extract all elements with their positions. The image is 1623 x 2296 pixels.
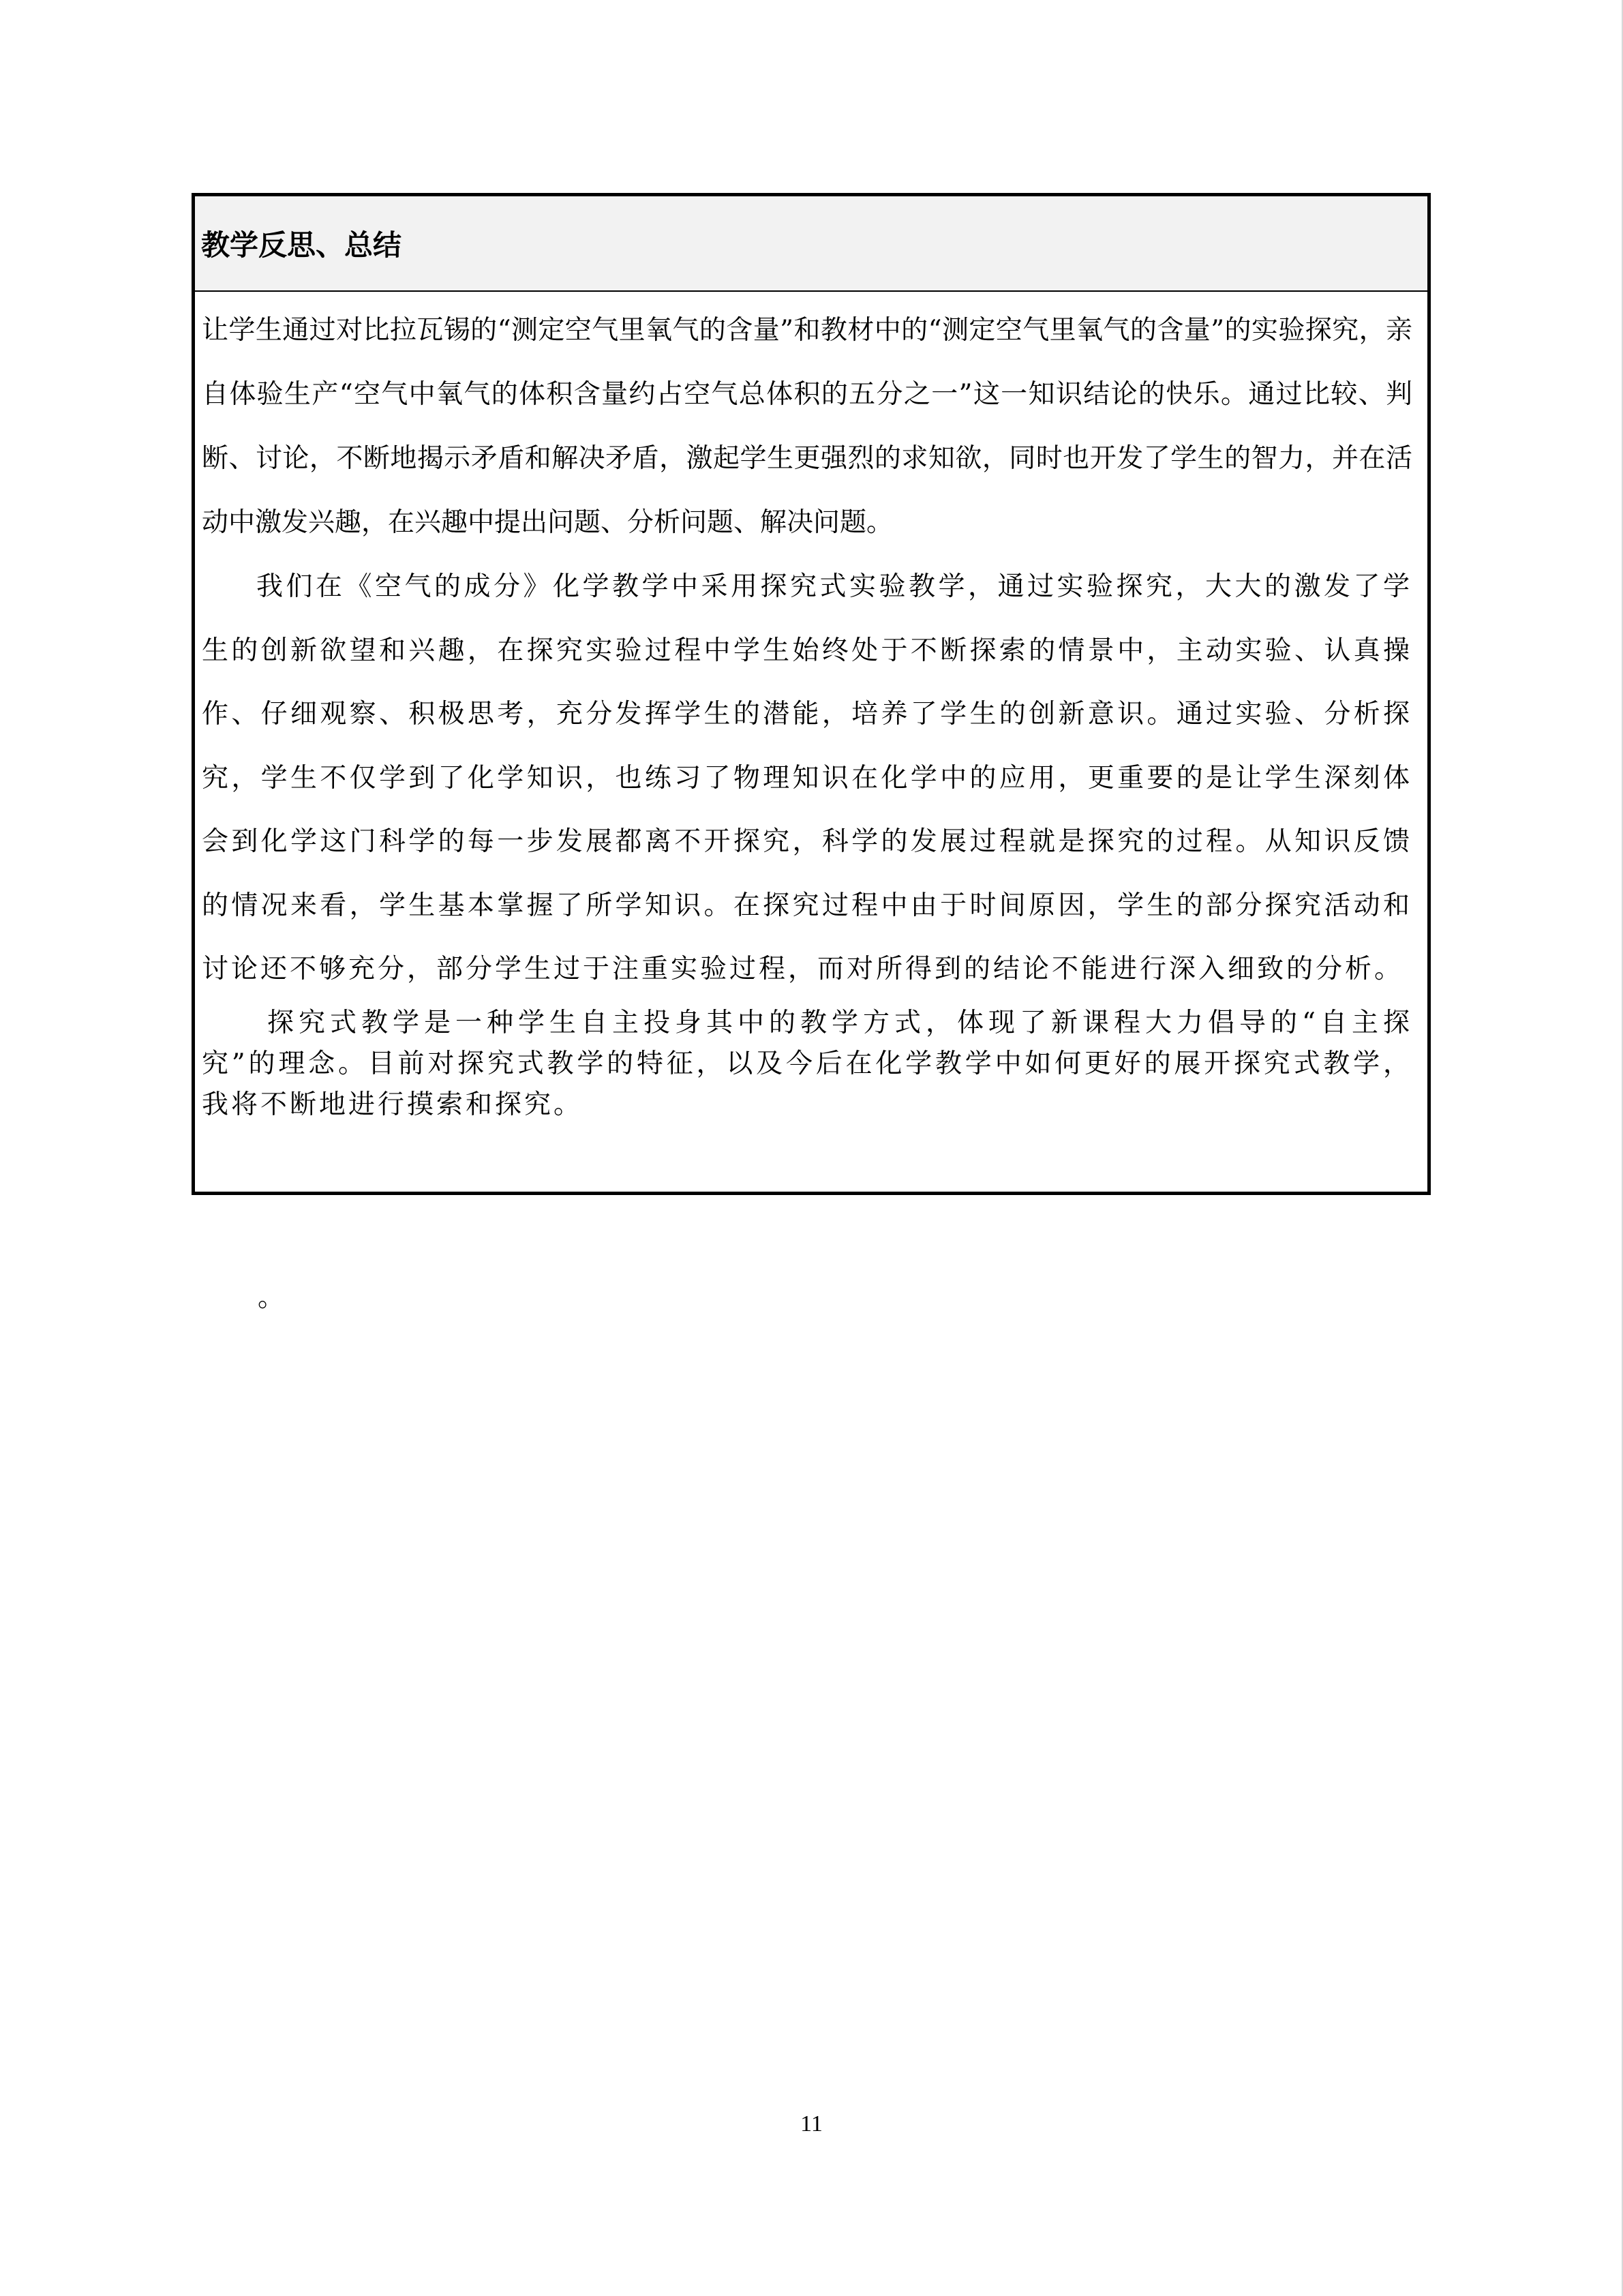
page-number: 11	[800, 2111, 823, 2136]
reflection-table	[192, 193, 1431, 1195]
paragraph: 我们在《空气的成分》化学教学中采用探究式实验教学，通过实验探究，大大的激发了学生的创新欲望和兴趣，在探究实验过程中学生始终处于不断探索的情景中，主动实验、认真操作、仔细观察、积极思考，充分发挥学生的潜能，培养了学生的创新意识。通过实验、分析探究，学生不仅学到了化学知识，也练习了物理知识在化学中的应用，更重要的是让学生深刻体会到化学这门科学的每一步发展都离不开探究，科学的发展过程就是探究的过程。从知识反馈的情况来看，学生基本掌握了所学知识。在探究过程中由于时间原因，学生的部分探究活动和讨论还不够充分，部分学生过于注重实验过程，而对所得到的结论不能进行深入细致的分析。	[202, 571, 1412, 984]
paragraph: 探究式教学是一种学生自主投身其中的教学方式，体现了新课程大力倡导的“自主探究”的理念。目前对探究式教学的特征，以及今后在化学教学中如何更好的展开探究式教学，我将不断地进行摸索和探究。	[202, 1007, 1412, 1120]
table-body	[195, 292, 1427, 1126]
paragraph: 让学生通过对比拉瓦锡的“测定空气里氧气的含量”和教材中的“测定空气里氧气的含量”的实验探究，亲自体验生产“空气中氧气的体积含量约占空气总体积的五分之一”这一知识结论的快乐。通过比较、判断、讨论，不断地揭示矛盾和解决矛盾，激起学生更强烈的求知欲，同时也开发了学生的智力，并在活动中激发兴趣，在兴趣中提出问题、分析问题、解决问题。	[202, 315, 1412, 538]
stray-punctuation: 。	[258, 1282, 285, 1313]
table-header	[195, 196, 1427, 292]
section-title: 教学反思、总结	[201, 228, 402, 262]
